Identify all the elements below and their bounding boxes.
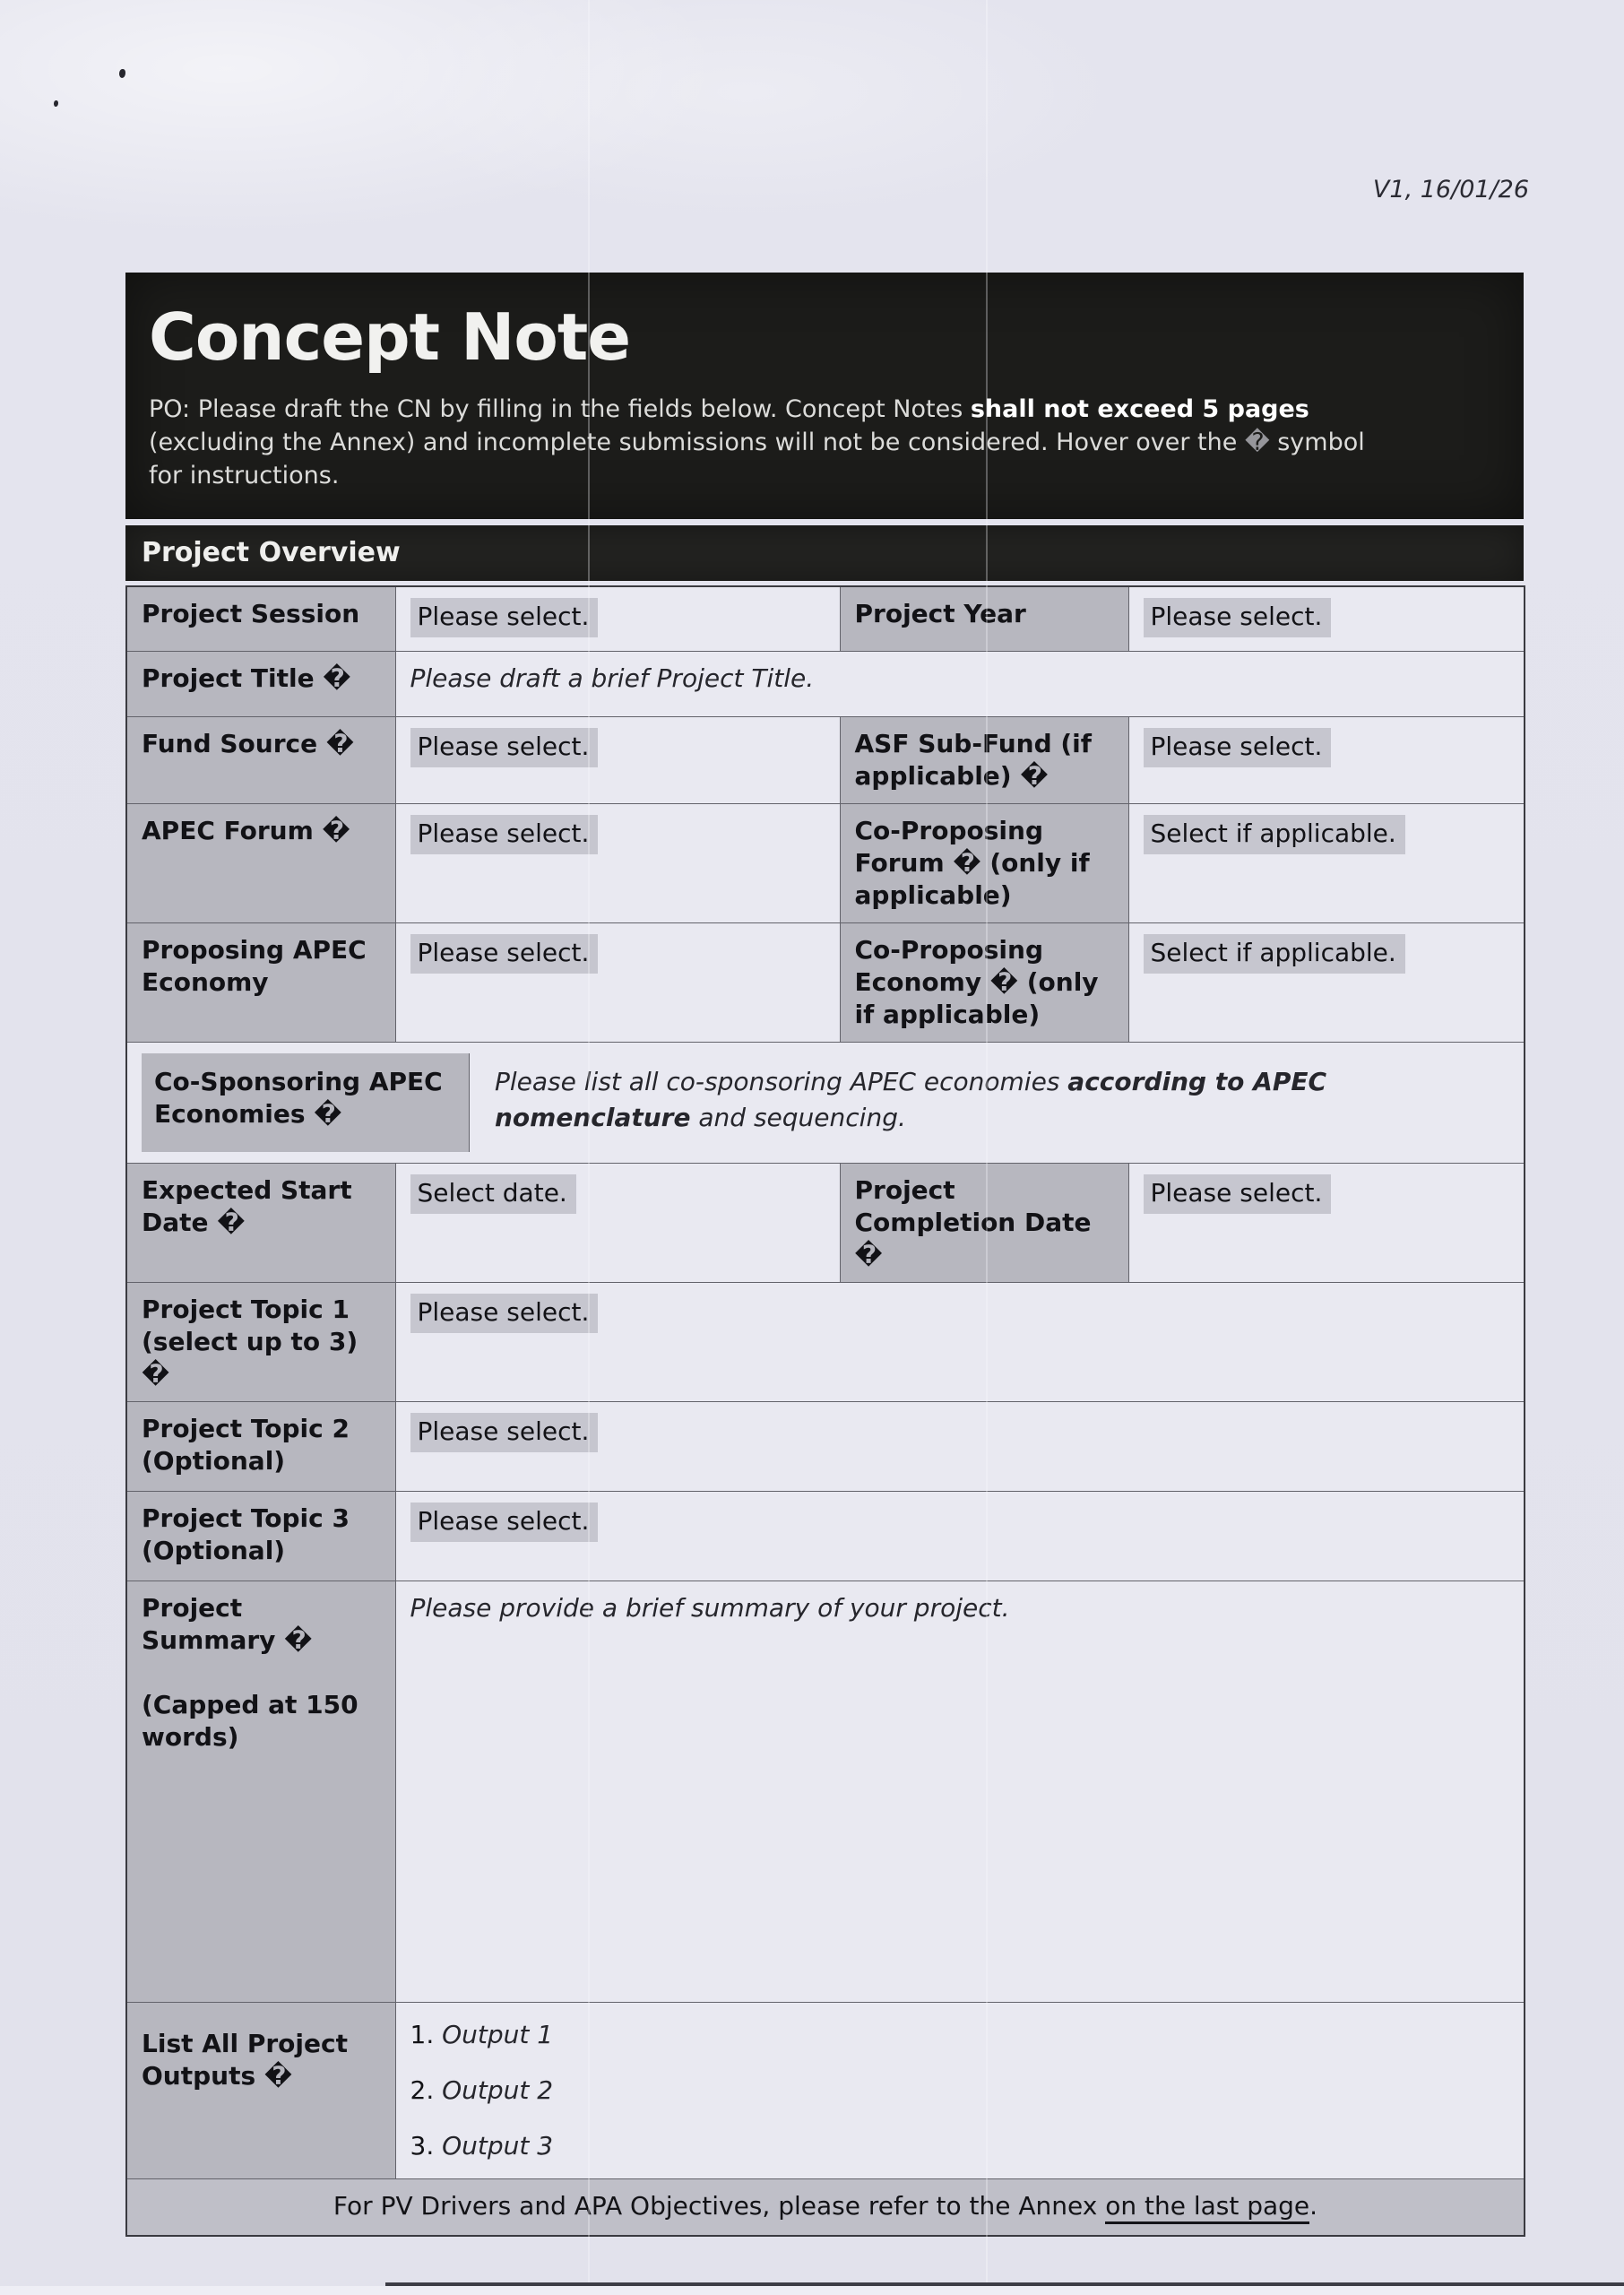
select-apec-forum[interactable]: Please select. bbox=[410, 815, 599, 854]
paper-speck bbox=[119, 69, 125, 78]
label-topic-1: Project Topic 1 (select up to 3) � bbox=[126, 1282, 395, 1401]
select-project-session[interactable]: Please select. bbox=[410, 598, 599, 637]
cell-apec-forum bbox=[395, 803, 840, 922]
summary-label-line1: Project Summary � bbox=[142, 1592, 313, 1655]
row-fund-source bbox=[126, 716, 1525, 803]
cell-topic-3 bbox=[395, 1491, 1525, 1581]
input-project-title[interactable]: Please draft a brief Project Title. bbox=[410, 663, 815, 693]
version-note: V1, 16/01/26 bbox=[1372, 176, 1529, 204]
paper-speck bbox=[54, 100, 58, 107]
annex-note-text: . bbox=[1309, 2190, 1318, 2221]
label-topic-3: Project Topic 3 (Optional) bbox=[126, 1491, 395, 1581]
label-topic-2: Project Topic 2 (Optional) bbox=[126, 1401, 395, 1491]
cell-topic-1 bbox=[395, 1282, 1525, 1401]
label-project-session: Project Session bbox=[126, 586, 395, 651]
output-item bbox=[410, 2074, 1510, 2107]
info-diamond-icon: � bbox=[1244, 429, 1270, 456]
annex-note-underlined: on the last page bbox=[1105, 2191, 1309, 2224]
document-title: Concept Note bbox=[149, 299, 631, 375]
select-co-proposing-forum[interactable]: Select if applicable. bbox=[1144, 815, 1405, 854]
select-fund-source[interactable]: Please select. bbox=[410, 728, 599, 767]
label-fund-source: Fund Source � bbox=[126, 716, 395, 803]
project-overview-table bbox=[125, 585, 1525, 2237]
document-header bbox=[125, 273, 1524, 519]
label-proposing-economy: Proposing APEC Economy bbox=[126, 922, 395, 1042]
cell-asf-subfund bbox=[1128, 716, 1525, 803]
label-project-summary bbox=[126, 1581, 395, 2002]
section-header-project-overview bbox=[125, 525, 1524, 581]
row-project-summary bbox=[126, 1581, 1525, 2002]
output-text: Output 3 bbox=[442, 2130, 554, 2161]
intro-text: for instructions. bbox=[149, 462, 340, 489]
co-sponsoring-text: Please list all co-sponsoring APEC economies bbox=[495, 1066, 1068, 1096]
cell-project-year bbox=[1128, 586, 1525, 651]
section-title: Project Overview bbox=[142, 537, 401, 568]
row-topic-1 bbox=[126, 1282, 1525, 1401]
select-topic-2[interactable]: Please select. bbox=[410, 1413, 599, 1452]
input-project-outputs[interactable] bbox=[395, 2002, 1525, 2178]
label-completion-date: Project Completion Date � bbox=[840, 1163, 1128, 1282]
output-number: 2. bbox=[410, 2074, 435, 2105]
co-sponsoring-text: and sequencing. bbox=[690, 1102, 906, 1132]
label-asf-subfund: ASF Sub-Fund (if applicable) � bbox=[840, 716, 1128, 803]
label-project-title: Project Title � bbox=[126, 651, 395, 716]
row-project-dates bbox=[126, 1163, 1525, 1282]
select-proposing-economy[interactable]: Please select. bbox=[410, 934, 599, 974]
label-expected-start-date: Expected Start Date � bbox=[126, 1163, 395, 1282]
output-number: 3. bbox=[410, 2130, 435, 2161]
output-item bbox=[410, 2019, 1510, 2051]
row-topic-2 bbox=[126, 1401, 1525, 1491]
row-project-title bbox=[126, 651, 1525, 716]
row-proposing-economy bbox=[126, 922, 1525, 1042]
annex-note bbox=[126, 2178, 1525, 2236]
label-apec-forum: APEC Forum � bbox=[126, 803, 395, 922]
cell-project-summary bbox=[395, 1581, 1525, 2002]
intro-text: (excluding the Annex) and incomplete submissions will not be considered. Hover over the bbox=[149, 429, 1245, 456]
label-co-proposing-forum: Co-Proposing Forum � (only if applicable) bbox=[840, 803, 1128, 922]
label-project-outputs: List All Project Outputs � bbox=[126, 2002, 395, 2178]
select-asf-subfund[interactable]: Please select. bbox=[1144, 728, 1332, 767]
row-co-sponsoring bbox=[126, 1042, 1525, 1163]
input-co-sponsoring-economies[interactable] bbox=[470, 1053, 1509, 1152]
row-topic-3 bbox=[126, 1491, 1525, 1581]
cell-project-session bbox=[395, 586, 840, 651]
label-project-year: Project Year bbox=[840, 586, 1128, 651]
cell-project-title bbox=[395, 651, 1525, 716]
output-text: Output 2 bbox=[442, 2074, 554, 2105]
row-annex-note bbox=[126, 2178, 1525, 2236]
row-project-session bbox=[126, 586, 1525, 651]
summary-label-line2: (Capped at 150 words) bbox=[142, 1689, 358, 1752]
intro-bold-text: shall not exceed 5 pages bbox=[970, 395, 1309, 423]
output-item bbox=[410, 2130, 1510, 2162]
cell-fund-source bbox=[395, 716, 840, 803]
cell-co-proposing-forum bbox=[1128, 803, 1525, 922]
select-topic-3[interactable]: Please select. bbox=[410, 1503, 599, 1542]
label-co-proposing-economy: Co-Proposing Economy � (only if applicable) bbox=[840, 922, 1128, 1042]
select-topic-1[interactable]: Please select. bbox=[410, 1294, 599, 1333]
input-project-summary[interactable]: Please provide a brief summary of your project. bbox=[410, 1592, 1010, 1623]
cell-completion-date bbox=[1128, 1163, 1525, 1282]
intro-text: symbol bbox=[1269, 429, 1365, 456]
cell-expected-start-date bbox=[395, 1163, 840, 1282]
row-apec-forum bbox=[126, 803, 1525, 922]
select-completion-date[interactable]: Please select. bbox=[1144, 1174, 1332, 1214]
output-text: Output 1 bbox=[442, 2019, 554, 2049]
row-project-outputs bbox=[126, 2002, 1525, 2178]
date-expected-start[interactable]: Select date. bbox=[410, 1174, 576, 1214]
co-sponsoring-bold-text: according to APEC nomenclature bbox=[495, 1066, 1327, 1132]
intro-paragraph bbox=[149, 393, 1500, 492]
annex-note-text: For PV Drivers and APA Objectives, please refer to the Annex bbox=[333, 2190, 1106, 2221]
label-co-sponsoring: Co-Sponsoring APEC Economies � bbox=[142, 1053, 470, 1152]
cell-co-sponsoring-row bbox=[126, 1042, 1525, 1163]
cell-proposing-economy bbox=[395, 922, 840, 1042]
output-number: 1. bbox=[410, 2019, 435, 2049]
paper-bottom-edge bbox=[385, 2282, 1624, 2286]
select-co-proposing-economy[interactable]: Select if applicable. bbox=[1144, 934, 1405, 974]
concept-note-document bbox=[125, 273, 1524, 2237]
scan-bottom-strip bbox=[0, 2286, 1624, 2295]
select-project-year[interactable]: Please select. bbox=[1144, 598, 1332, 637]
intro-text: PO: Please draft the CN by filling in the fields below. Concept Notes bbox=[149, 395, 971, 423]
cell-topic-2 bbox=[395, 1401, 1525, 1491]
cell-co-proposing-economy bbox=[1128, 922, 1525, 1042]
